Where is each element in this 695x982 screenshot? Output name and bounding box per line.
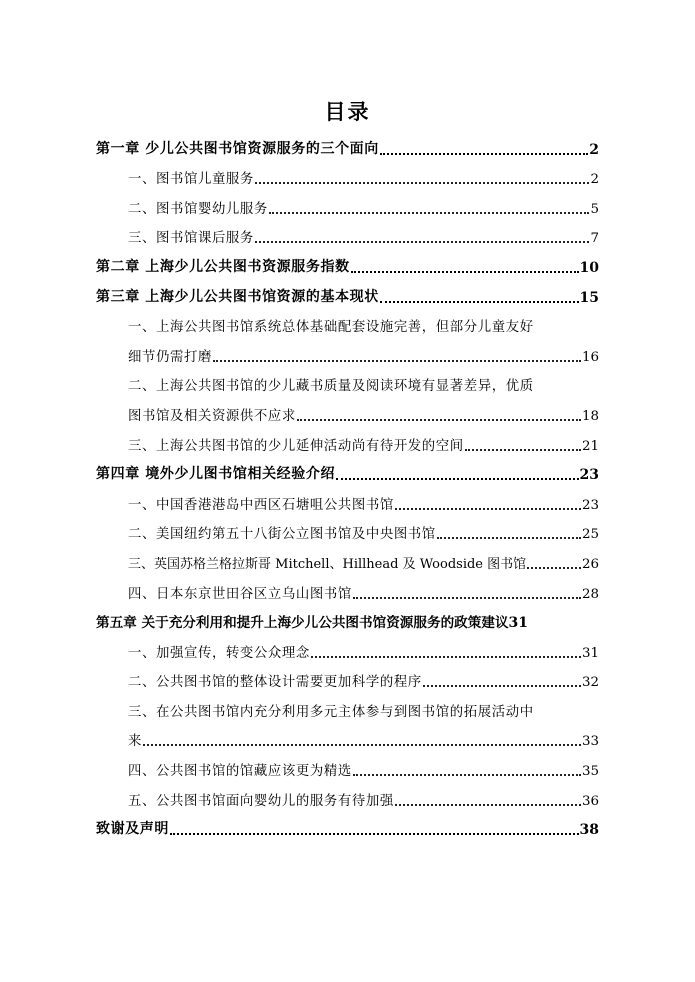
toc-entry-chapter-4[interactable] [96,456,599,486]
page-number: 10 [579,259,599,276]
page-number: 31 [508,615,529,632]
page-number: 23 [579,467,599,484]
toc-entry-acknowledgements[interactable] [96,811,599,841]
toc-entry-section[interactable] [96,544,599,574]
entry-label: 二、美国纽约第五十八街公立图书馆及中央图书馆 [128,527,436,543]
dot-leader [351,271,579,273]
page-number: 35 [581,764,599,780]
page-number: 36 [581,793,599,809]
page-number: 28 [581,586,599,602]
dot-leader [255,182,590,184]
page-number: 25 [581,527,599,543]
toc-entry-section-line2[interactable] [96,337,599,367]
toc-entry-section[interactable] [96,574,599,604]
entry-label: 第三章 上海少儿公共图书馆资源的基本现状 [96,288,379,305]
dot-leader [297,419,581,421]
entry-label: 二、上海公共图书馆的少儿藏书质量及阅读环境有显著差异，优质 [128,379,534,395]
page-number: 16 [581,349,599,365]
entry-label: 三、在公共图书馆内充分利用多元主体参与到图书馆的拓展活动中 [128,704,534,720]
page-number: 31 [581,645,599,661]
entry-label: 致谢及声明 [96,821,169,838]
toc-entry-chapter-2[interactable] [96,248,599,278]
dot-leader [527,567,581,569]
entry-label: 第四章 境外少儿图书馆相关经验介绍 [96,466,336,483]
toc-entry-section[interactable] [96,633,599,663]
entry-label: 三、英国苏格兰格拉斯哥 Mitchell、Hillhead 及 Woodside 图书馆 [128,556,527,572]
entry-label: 第一章 少儿公共图书馆资源服务的三个面向 [96,140,379,157]
dot-leader [213,360,581,362]
dot-leader [437,537,581,539]
page-number: 21 [581,438,599,454]
toc-entry-chapter-3[interactable] [96,278,599,308]
page-number: 33 [581,734,599,750]
dot-leader [423,685,581,687]
dot-leader [465,449,581,451]
entry-label: 三、图书馆课后服务 [128,231,254,247]
toc-entry-section-line2[interactable] [96,396,599,426]
table-of-contents [96,130,599,840]
toc-entry-section[interactable] [96,219,599,249]
entry-label: 一、中国香港港岛中西区石塘咀公共图书馆 [128,497,394,513]
entry-label: 五、公共图书馆面向婴幼儿的服务有待加强 [128,793,394,809]
toc-entry-section[interactable] [96,485,599,515]
dot-leader [380,153,588,155]
page-number: 2 [589,141,599,158]
entry-label: 第五章 关于充分利用和提升上海少儿公共图书馆资源服务的政策建议 [96,615,509,632]
page-number: 32 [581,675,599,691]
entry-label: 来 [128,734,142,750]
dot-leader [395,804,581,806]
toc-entry-section[interactable] [96,781,599,811]
dot-leader [353,774,581,776]
toc-entry-section[interactable] [96,160,599,190]
dot-leader [395,508,581,510]
dot-leader [143,744,581,746]
dot-leader [255,241,590,243]
toc-entry-section[interactable] [96,751,599,781]
page-number: 23 [581,497,599,513]
page-number: 7 [590,231,599,247]
page-number: 5 [590,201,599,217]
page-number: 38 [579,822,599,839]
entry-label: 第二章 上海少儿公共图书资源服务指数 [96,258,350,275]
entry-label: 细节仍需打磨 [128,349,212,365]
dot-leader [311,656,581,658]
dot-leader [353,597,581,599]
page-number: 18 [581,408,599,424]
entry-label: 二、公共图书馆的整体设计需要更加科学的程序 [128,675,422,691]
toc-entry-section[interactable] [96,663,599,693]
entry-label: 四、日本东京世田谷区立乌山图书馆 [128,586,352,602]
dot-leader [380,301,579,303]
entry-label: 一、图书馆儿童服务 [128,172,254,188]
entry-label: 二、图书馆婴幼儿服务 [128,201,268,217]
page-number: 2 [590,172,599,188]
entry-label: 三、上海公共图书馆的少儿延伸活动尚有待开发的空间 [128,438,464,454]
toc-title: 目录 [324,100,371,124]
toc-entry-section-line1[interactable] [96,692,599,722]
toc-entry-section[interactable] [96,515,599,545]
dot-leader [170,833,579,835]
entry-label: 一、加强宣传，转变公众理念 [128,645,310,661]
dot-leader [336,478,578,480]
dot-leader [269,212,590,214]
entry-label: 四、公共图书馆的馆藏应该更为精选 [128,764,352,780]
toc-entry-section[interactable] [96,426,599,456]
page-number: 15 [579,289,599,306]
toc-entry-chapter-5[interactable] [96,604,599,634]
entry-label: 一、上海公共图书馆系统总体基础配套设施完善，但部分儿童友好 [128,320,534,336]
toc-entry-section[interactable] [96,189,599,219]
toc-entry-section-line1[interactable] [96,367,599,397]
entry-label: 图书馆及相关资源供不应求 [128,408,296,424]
toc-entry-section-line1[interactable] [96,308,599,338]
toc-entry-chapter-1[interactable] [96,130,599,160]
page-number: 26 [581,556,599,572]
toc-entry-section-line2[interactable] [96,722,599,752]
